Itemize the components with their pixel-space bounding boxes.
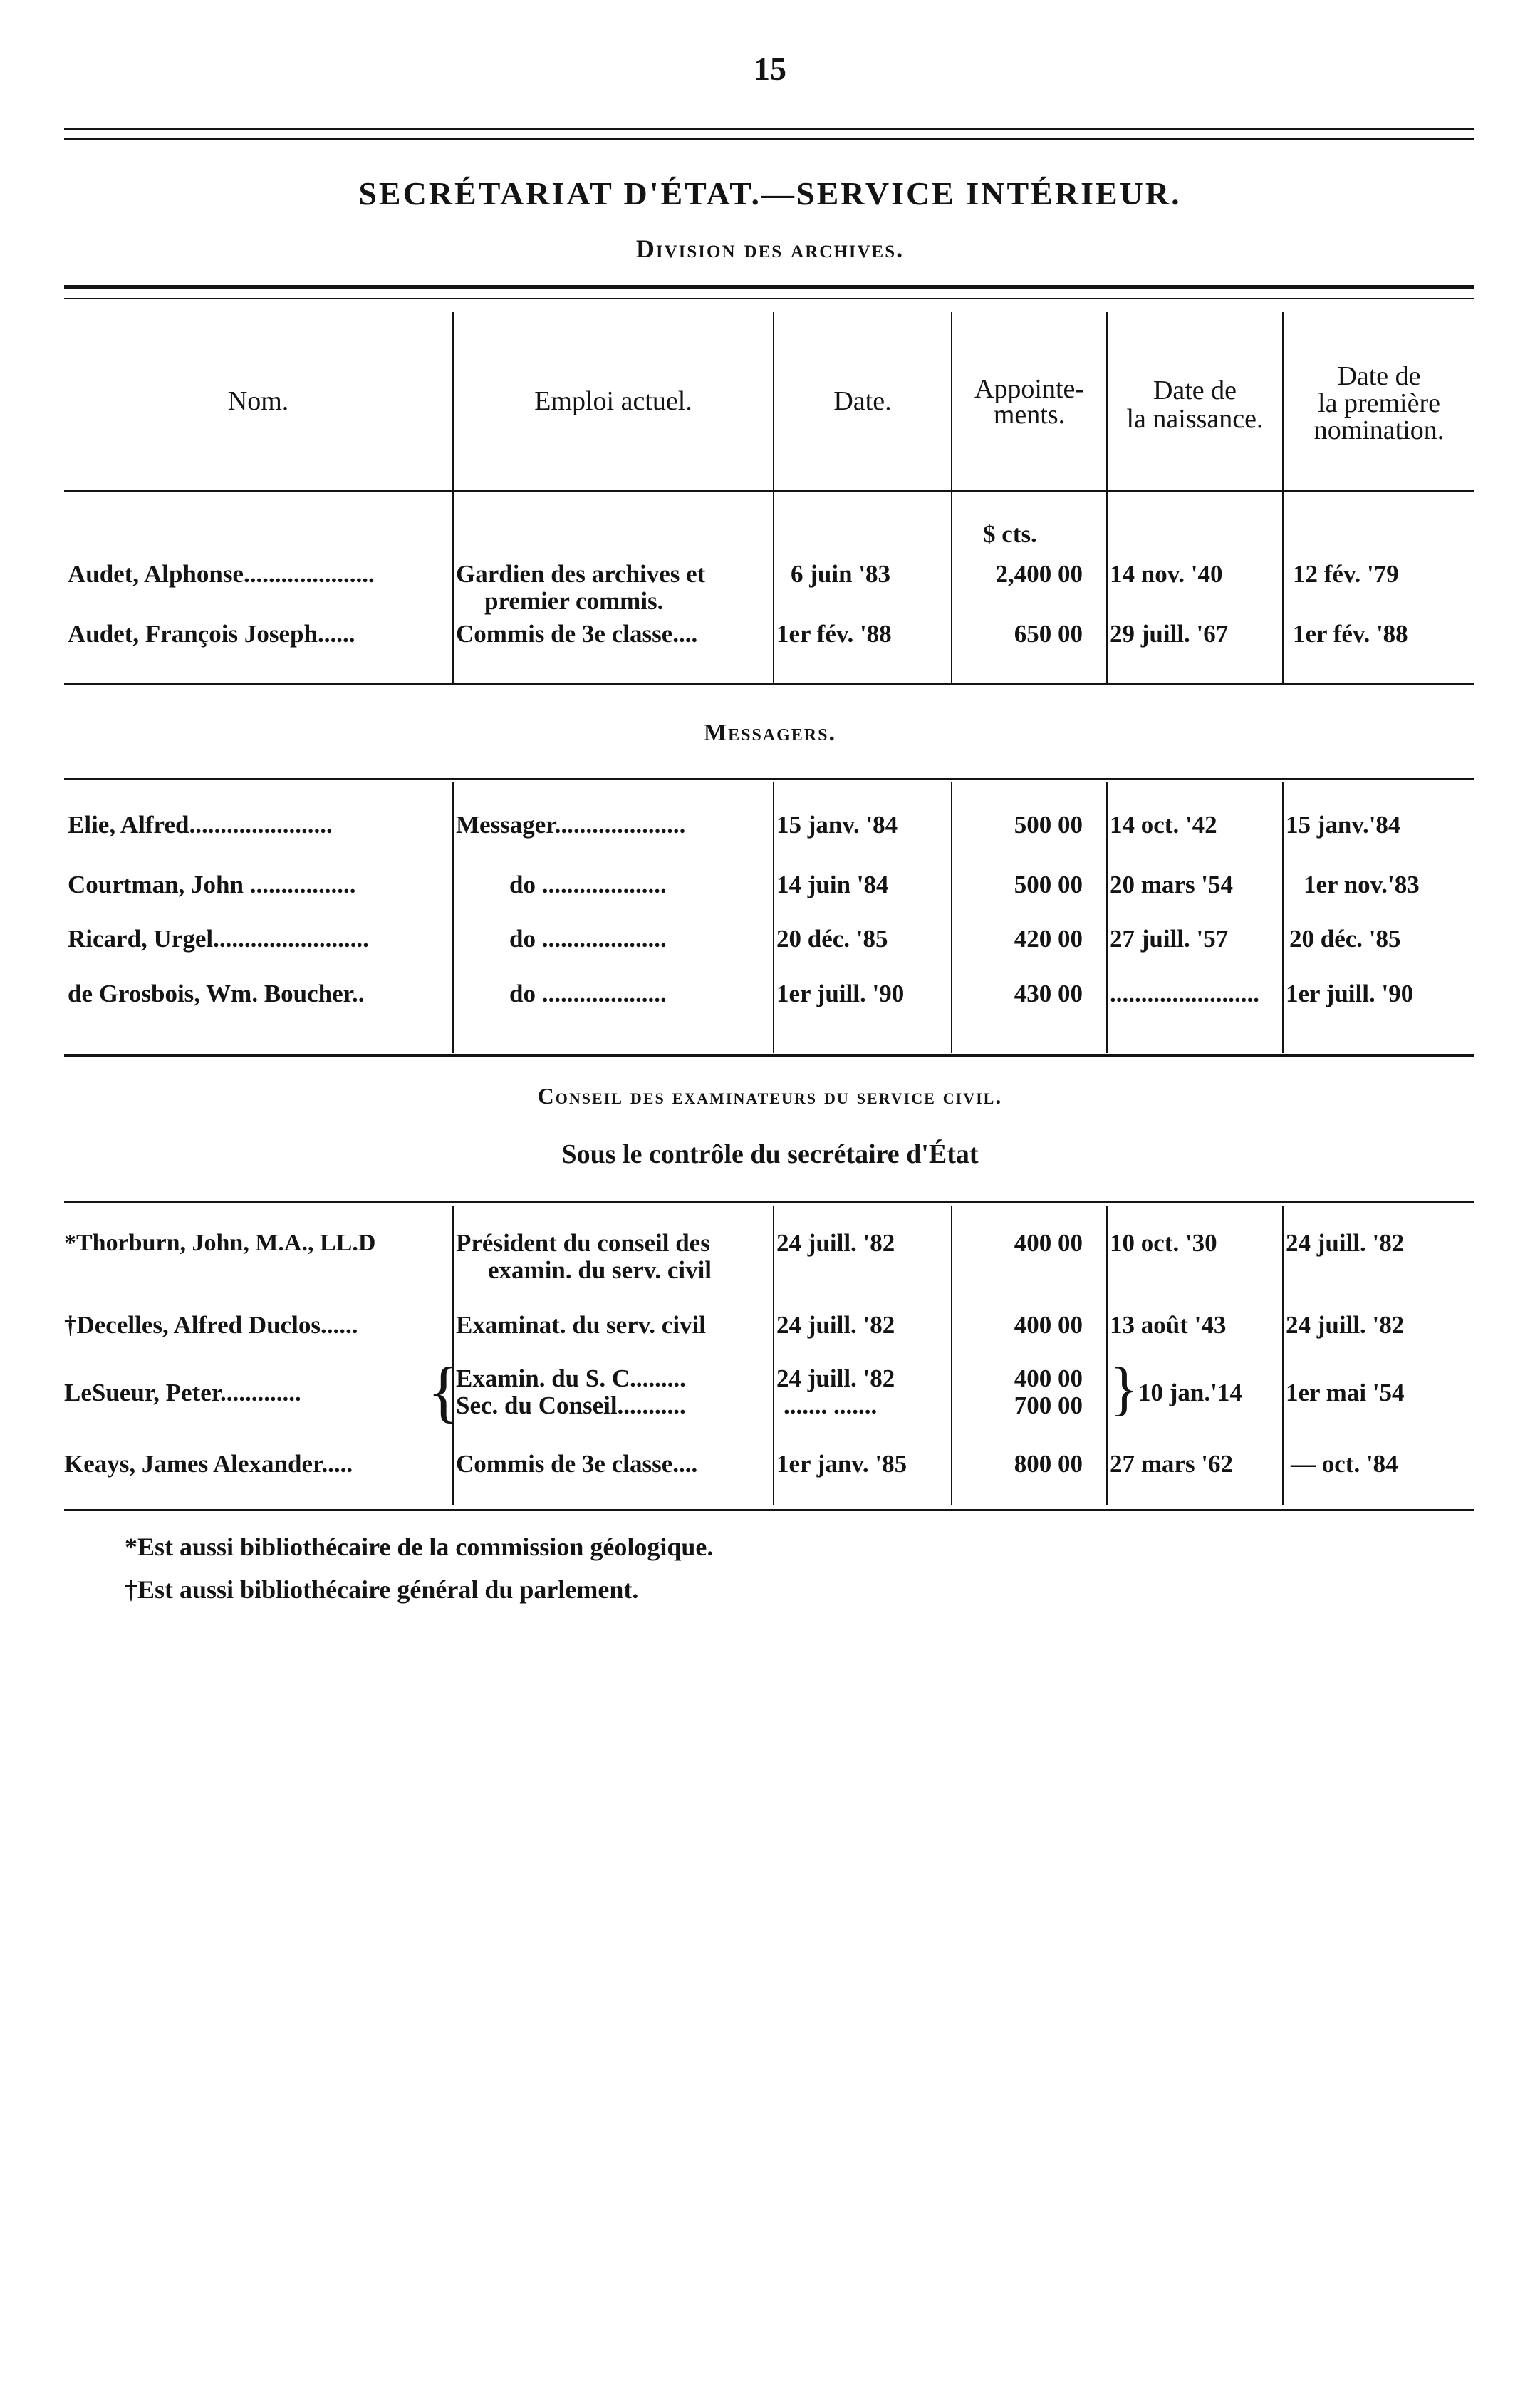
table-row-nom: *Thorburn, John, M.A., LL.D <box>64 1230 376 1256</box>
table-row-emploi: do .................... <box>509 925 667 953</box>
col-divider-1 <box>452 312 454 683</box>
table-row-date: 24 juill. '82 <box>776 1229 895 1257</box>
table-row-nom: de Grosbois, Wm. Boucher.. <box>68 980 365 1007</box>
table-row-appt: 2,400 00 <box>995 560 1083 588</box>
table-row-emploi-2: premier commis. <box>484 587 664 615</box>
table-row-nom: Audet, François Joseph...... <box>68 620 355 648</box>
table-row-nom: †Decelles, Alfred Duclos...... <box>64 1311 358 1339</box>
table-row-date: 20 déc. '85 <box>776 925 888 953</box>
col-divider-3 <box>951 782 952 1053</box>
top-rule <box>64 128 1474 130</box>
header-emploi: Emploi actuel. <box>534 386 692 416</box>
header-bottom-rule <box>64 490 1474 492</box>
currency-label: $ cts. <box>983 520 1037 548</box>
conseil-bottom-rule <box>64 1509 1474 1511</box>
table-row-date: 1er fév. '88 <box>776 620 892 648</box>
col-divider-5 <box>1282 1206 1284 1505</box>
messagers-title: Messagers. <box>704 720 836 746</box>
table-row-emploi: Commis de 3e classe.... <box>456 620 698 648</box>
header-date: Date. <box>833 386 892 416</box>
table-row-appt: 430 00 <box>1014 980 1083 1007</box>
col-divider-2 <box>773 312 774 683</box>
header-naissance-2: la naissance. <box>1126 404 1264 434</box>
header-appointements-2: ments. <box>993 400 1066 430</box>
table-row-emploi: Gardien des archives et <box>456 560 706 588</box>
header-naissance-1: Date de <box>1153 375 1237 405</box>
col-divider-4 <box>1106 782 1108 1053</box>
table-row-nomination: 24 juill. '82 <box>1286 1229 1405 1257</box>
col-divider-1 <box>452 782 454 1053</box>
table-row-date-2: ....... ....... <box>784 1392 878 1419</box>
table-row-nomination: 20 déc. '85 <box>1289 925 1401 953</box>
col-divider-3 <box>951 312 952 683</box>
col-divider-4 <box>1106 1206 1108 1505</box>
table-row-nomination: 1er mai '54 <box>1286 1379 1405 1406</box>
table-row-date: 1er juill. '90 <box>776 980 905 1007</box>
table-row-naissance: 27 juill. '57 <box>1110 925 1229 953</box>
table-row-nom: Keays, James Alexander..... <box>64 1450 353 1478</box>
conseil-top-rule <box>64 1201 1474 1203</box>
table-row-nom: LeSueur, Peter............. <box>64 1379 301 1406</box>
table-row-date: 24 juill. '82 <box>776 1311 895 1339</box>
table-row-nomination: 15 janv.'84 <box>1286 811 1401 839</box>
table-row-naissance: 10 jan.'14 <box>1138 1379 1242 1406</box>
table-row-nom: Courtman, John ................. <box>68 871 356 898</box>
table-row-date: 1er janv. '85 <box>776 1450 907 1478</box>
table-row-appt: 650 00 <box>1014 620 1083 648</box>
table-row-emploi: Messager..................... <box>456 811 686 839</box>
table-row-appt: 400 00 <box>1014 1364 1083 1392</box>
footnote: *Est aussi bibliothécaire de la commission géologique. <box>125 1533 714 1561</box>
section-title: SECRÉTARIAT D'ÉTAT.—SERVICE INTÉRIEUR. <box>358 175 1182 212</box>
table-row-emploi-2: examin. du serv. civil <box>488 1256 712 1284</box>
footnote: †Est aussi bibliothécaire général du parlement. <box>125 1575 639 1604</box>
table-row-appt: 400 00 <box>1014 1229 1083 1257</box>
table-row-emploi: do .................... <box>509 871 667 898</box>
header-thick-rule <box>64 285 1474 289</box>
header-thin-rule <box>64 298 1474 299</box>
table-row-nomination: 24 juill. '82 <box>1286 1311 1405 1339</box>
header-appointements-1: Appointe- <box>974 374 1085 404</box>
table-row-appt: 420 00 <box>1014 925 1083 953</box>
table-row-nom: Elie, Alfred....................... <box>68 811 333 839</box>
table-row-nomination: 1er nov.'83 <box>1304 871 1420 898</box>
table-row-appt: 500 00 <box>1014 871 1083 898</box>
table-row-naissance: 29 juill. '67 <box>1110 620 1229 648</box>
conseil-subtitle: Sous le contrôle du secrétaire d'État <box>561 1139 979 1169</box>
col-divider-2 <box>773 1206 774 1505</box>
header-nomination-2: la première <box>1318 388 1440 418</box>
table-row-nom: Audet, Alphonse..................... <box>68 560 375 588</box>
table-row-naissance: 13 août '43 <box>1110 1311 1227 1339</box>
conseil-title: Conseil des examinateurs du service civil. <box>537 1083 1003 1109</box>
table-row-appt: 500 00 <box>1014 811 1083 839</box>
table-row-date: 14 juin '84 <box>776 871 889 898</box>
table-row-date: 6 juin '83 <box>791 560 891 588</box>
top-rule-thin <box>64 138 1474 140</box>
table-row-appt-2: 700 00 <box>1014 1392 1083 1419</box>
messagers-bottom-rule <box>64 1054 1474 1057</box>
table-row-emploi-2: Sec. du Conseil........... <box>456 1392 686 1419</box>
col-divider-2 <box>773 782 774 1053</box>
table-row-nomination: — oct. '84 <box>1291 1450 1398 1478</box>
table-row-emploi: Examinat. du serv. civil <box>456 1311 706 1339</box>
table-row-naissance: 14 oct. '42 <box>1110 811 1217 839</box>
table-row-naissance: 27 mars '62 <box>1110 1450 1234 1478</box>
table-row-emploi: Examin. du S. C......... <box>456 1364 686 1392</box>
col-divider-3 <box>951 1206 952 1505</box>
division-title: Division des archives. <box>635 234 905 263</box>
table-row-emploi: Président du conseil des <box>456 1229 710 1257</box>
archives-bottom-rule <box>64 683 1474 685</box>
header-nomination-1: Date de <box>1337 361 1421 391</box>
table-row-emploi: do .................... <box>509 980 667 1007</box>
table-row-nomination: 1er fév. '88 <box>1293 620 1408 648</box>
table-row-naissance: 14 nov. '40 <box>1110 560 1223 588</box>
table-row-emploi: Commis de 3e classe.... <box>456 1450 698 1478</box>
messagers-top-rule <box>64 778 1474 780</box>
table-row-date: 24 juill. '82 <box>776 1364 895 1392</box>
table-row-nom: Ricard, Urgel......................... <box>68 925 369 953</box>
left-brace: { <box>427 1353 461 1429</box>
header-nom: Nom. <box>227 386 289 416</box>
table-row-date: 15 janv. '84 <box>776 811 898 839</box>
table-row-appt: 800 00 <box>1014 1450 1083 1478</box>
table-row-naissance: 20 mars '54 <box>1110 871 1234 898</box>
table-row-appt: 400 00 <box>1014 1311 1083 1339</box>
table-row-naissance: 10 oct. '30 <box>1110 1229 1217 1257</box>
page-number: 15 <box>754 51 786 87</box>
table-row-nomination: 12 fév. '79 <box>1293 560 1399 588</box>
table-row-naissance: ........................ <box>1110 980 1259 1007</box>
col-divider-4 <box>1106 312 1108 683</box>
header-nomination-3: nomination. <box>1313 415 1445 445</box>
table-row-nomination: 1er juill. '90 <box>1286 980 1414 1007</box>
col-divider-5 <box>1282 782 1284 1053</box>
right-brace: } <box>1110 1356 1139 1422</box>
